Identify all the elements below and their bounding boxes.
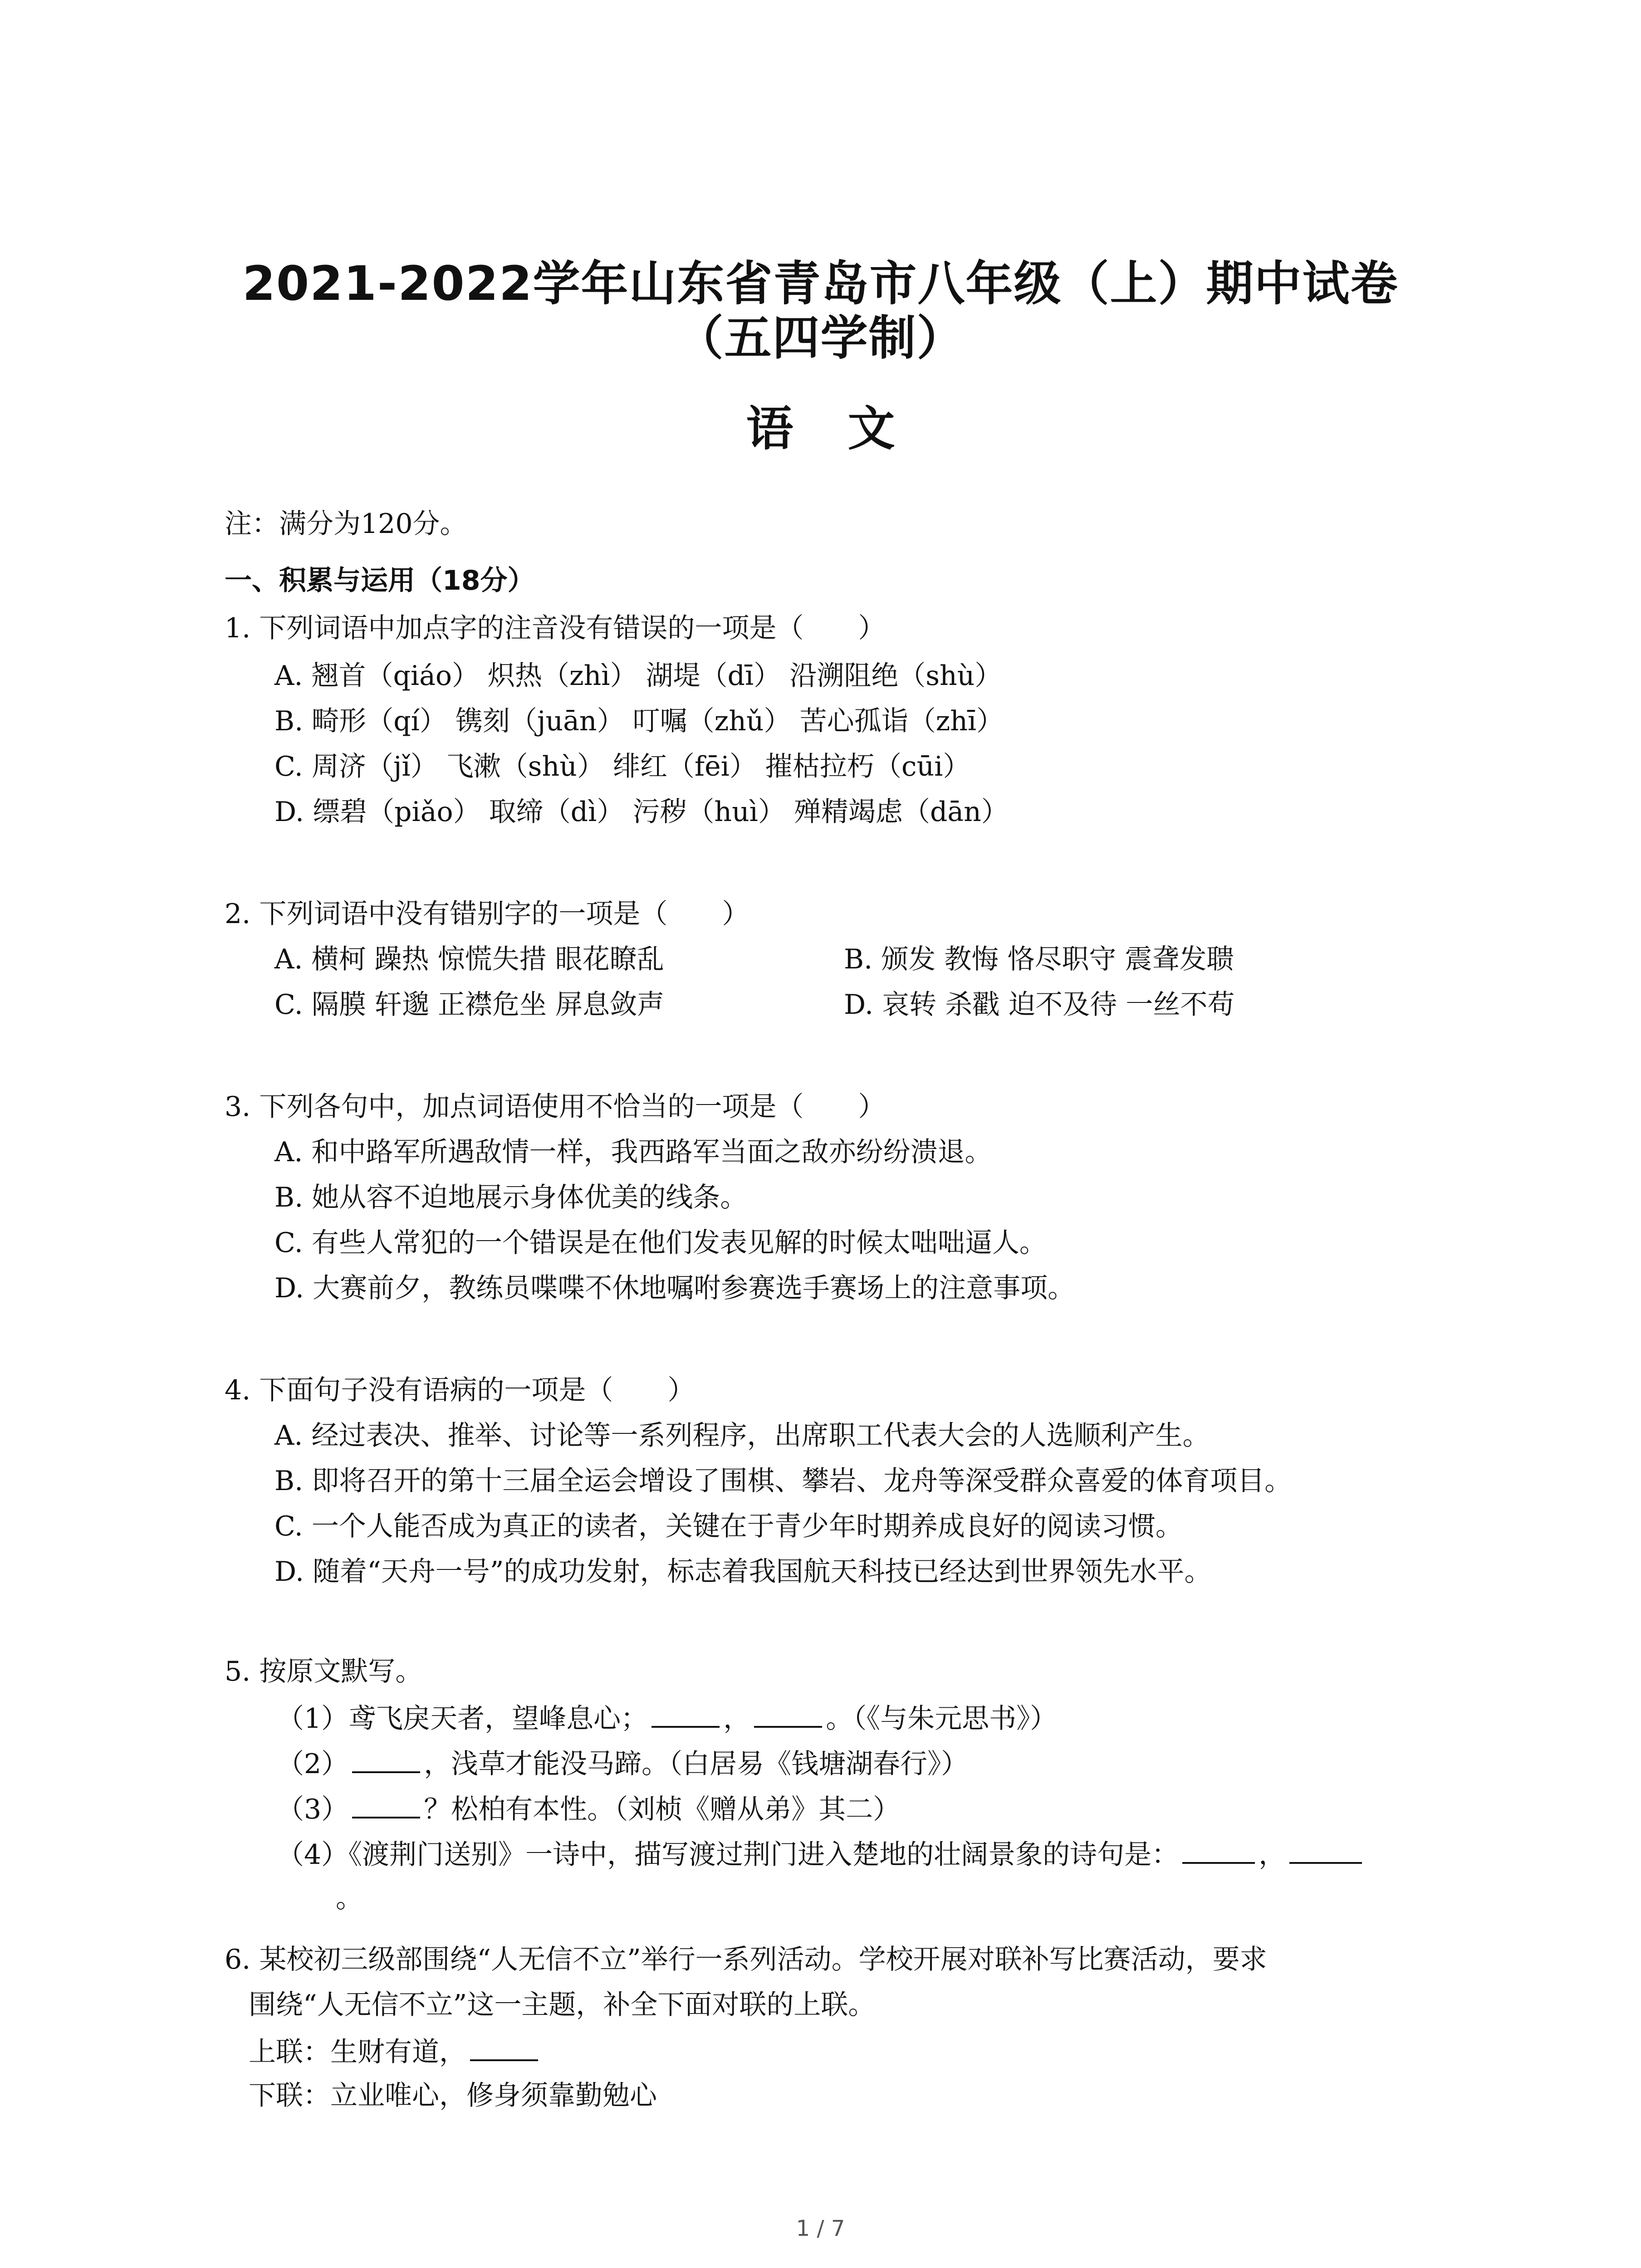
subject-heading: 语文 xyxy=(746,401,950,456)
question-3-option-b: B. 她从容不迫地展示身体优美的线条。 xyxy=(274,1182,748,1213)
couplet-lower: 下联：立业唯心，修身须靠勤勉心 xyxy=(249,2080,657,2112)
answer-blank[interactable] xyxy=(1182,1835,1255,1864)
question-1-option-b: B. 畸形（qí） 镌刻（juān） 叮嘱（zhǔ） 苦心孤诣（zhī） xyxy=(274,705,1004,737)
question-1-option-d: D. 缥碧（piǎo） 取缔（dì） 污秽（huì） 殚精竭虑（dān） xyxy=(274,796,1009,828)
section-heading: 一、积累与运用（18分） xyxy=(225,565,535,596)
question-1-stem: 1. 下列词语中加点字的注音没有错误的一项是（ ） xyxy=(225,612,886,644)
question-5-item-2: （2） ，浅草才能没马蹄。（白居易《钱塘湖春行》） xyxy=(277,1744,968,1782)
answer-blank[interactable] xyxy=(352,1789,420,1818)
question-2-option-d: D. 哀转 杀戳 迫不及待 一丝不苟 xyxy=(844,989,1235,1021)
question-3-option-a: A. 和中路军所遇敌情一样，我西路军当面之敌亦纷纷溃退。 xyxy=(274,1136,992,1168)
question-3-option-c: C. 有些人常犯的一个错误是在他们发表见解的时候太咄咄逼人。 xyxy=(274,1227,1047,1259)
question-3-stem: 3. 下列各句中，加点词语使用不恰当的一项是（ ） xyxy=(225,1091,886,1123)
answer-blank[interactable] xyxy=(754,1699,822,1728)
question-2-option-c: C. 隔膜 轩邈 正襟危坐 屏息敛声 xyxy=(274,989,665,1021)
question-3-option-d: D. 大赛前夕，教练员喋喋不休地嘱咐参赛选手赛场上的注意事项。 xyxy=(274,1272,1075,1304)
question-2-option-a: A. 横柯 躁热 惊慌失措 眼花瞭乱 xyxy=(274,943,664,975)
question-4-option-d: D. 随着“天舟一号”的成功发射，标志着我国航天科技已经达到世界领先水平。 xyxy=(274,1556,1212,1588)
question-1-option-a: A. 翘首（qiáo） 炽热（zhì） 湖堤（dī） 沿溯阻绝（shù） xyxy=(274,660,1002,692)
page-number: 1 / 7 xyxy=(796,2216,845,2241)
answer-blank[interactable] xyxy=(1289,1835,1362,1864)
exam-title-line2: （五四学制） xyxy=(676,310,965,366)
question-5-stem: 5. 按原文默写。 xyxy=(225,1656,423,1687)
answer-blank[interactable] xyxy=(470,2032,538,2061)
question-5-item-4: （4）《渡荆门送别》一诗中，描写渡过荆门进入楚地的壮阔景象的诗句是： ， xyxy=(277,1835,1366,1873)
question-2-stem: 2. 下列词语中没有错别字的一项是（ ） xyxy=(225,898,749,930)
question-5-item-4-end: 。 xyxy=(336,1882,363,1914)
exam-title-line1: 2021-2022学年山东省青岛市八年级（上）期中试卷 xyxy=(242,256,1399,311)
question-6-stem-line2: 围绕“人无信不立”这一主题，补全下面对联的上联。 xyxy=(249,1989,876,2021)
question-4-stem: 4. 下面句子没有语病的一项是（ ） xyxy=(225,1374,695,1406)
question-4-option-b: B. 即将召开的第十三届全运会增设了围棋、攀岩、龙舟等深受群众喜爱的体育项目。 xyxy=(274,1465,1292,1497)
question-1-option-c: C. 周济（jǐ） 飞漱（shù） 绯红（fēi） 摧枯拉朽（cūi） xyxy=(274,751,970,782)
question-5-item-3: （3） ？松柏有本性。（刘桢《赠从弟》其二） xyxy=(277,1789,900,1828)
answer-blank[interactable] xyxy=(352,1744,420,1773)
question-4-option-c: C. 一个人能否成为真正的读者，关键在于青少年时期养成良好的阅读习惯。 xyxy=(274,1510,1183,1542)
score-note: 注：满分为120分。 xyxy=(225,508,467,540)
question-4-option-a: A. 经过表决、推举、讨论等一系列程序，出席职工代表大会的人选顺利产生。 xyxy=(274,1420,1210,1452)
couplet-upper: 上联：生财有道， xyxy=(249,2032,542,2070)
question-6-stem-line1: 6. 某校初三级部围绕“人无信不立”举行一系列活动。学校开展对联补写比赛活动，要求 xyxy=(225,1944,1267,1975)
question-5-item-1: （1）鸢飞戾天者，望峰息心； ， 。（《与朱元思书》） xyxy=(277,1699,1057,1737)
answer-blank[interactable] xyxy=(652,1699,720,1728)
question-2-option-b: B. 颁发 教悔 恪尽职守 震聋发聩 xyxy=(844,943,1234,975)
